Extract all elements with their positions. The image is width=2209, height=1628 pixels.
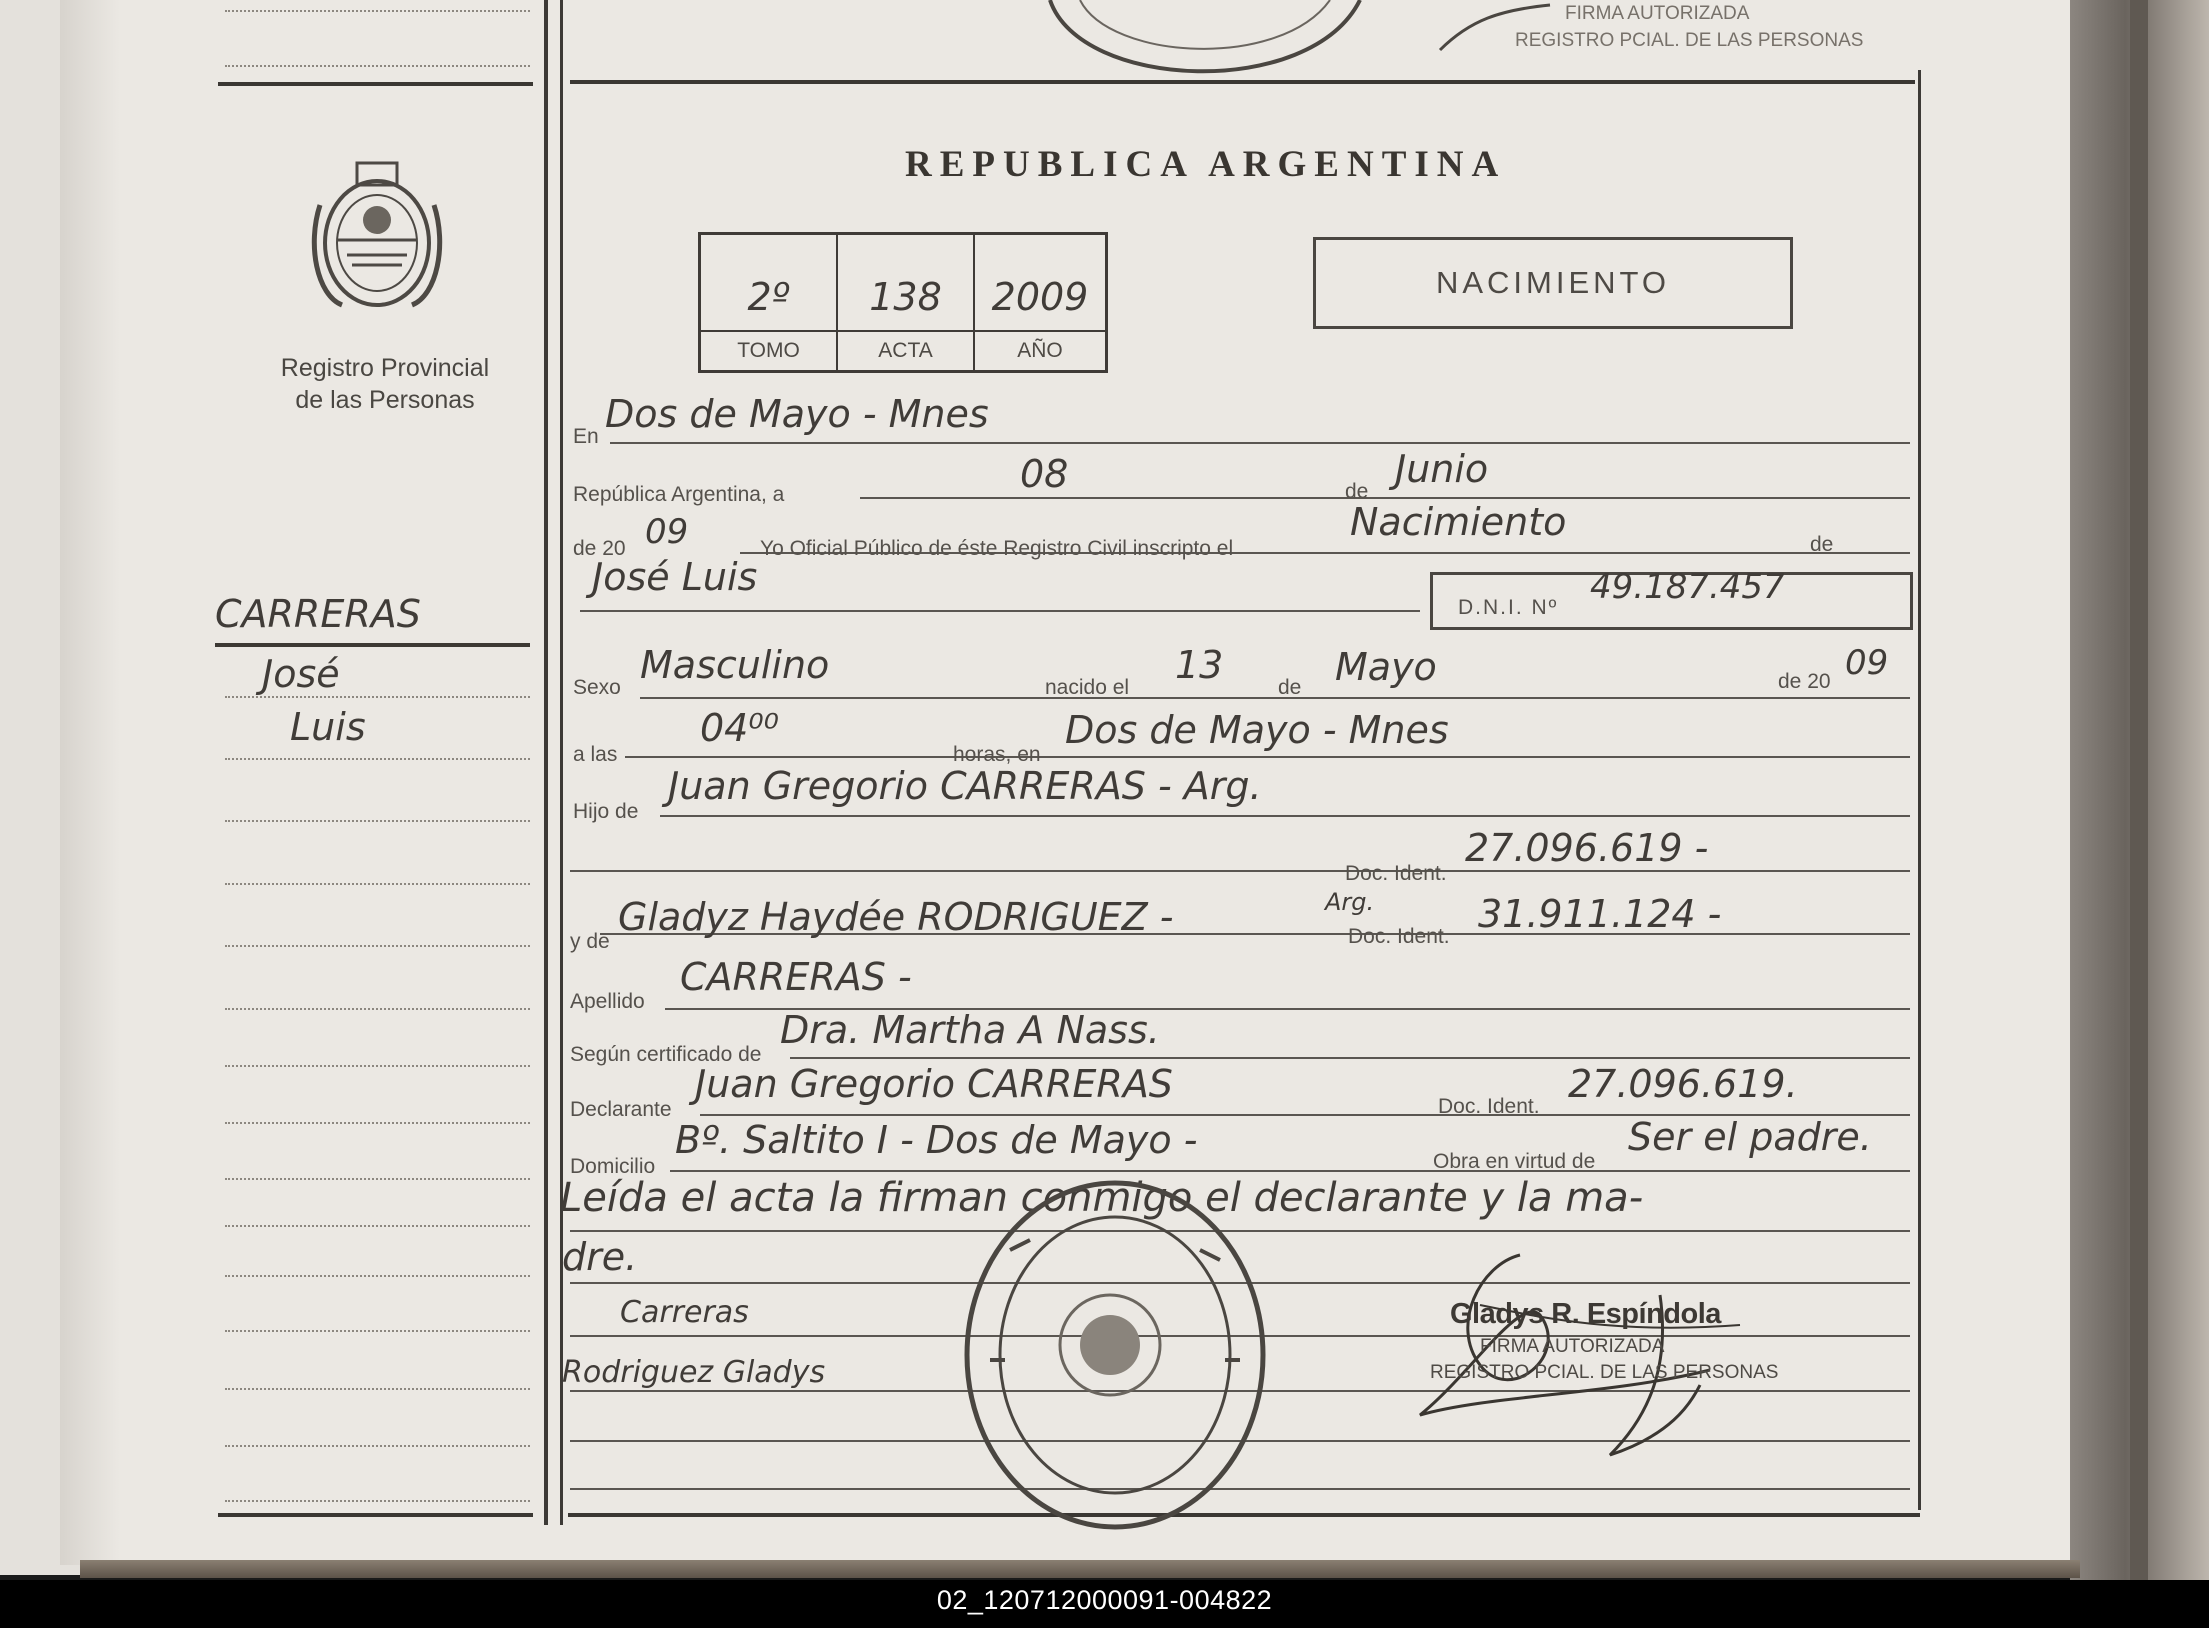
- registry-line-2: de las Personas: [295, 386, 475, 414]
- label-apellido: Apellido: [570, 990, 645, 1013]
- document-title: REPUBLICA ARGENTINA: [905, 144, 1507, 185]
- margin-bottom-rule: [218, 1513, 533, 1517]
- tomo-label: TOMO: [701, 330, 836, 370]
- value-declarante: Juan Gregorio CARRERAS: [695, 1062, 1173, 1106]
- spine-shadow: [60, 0, 120, 1565]
- label-republica: República Argentina, a: [573, 483, 785, 506]
- previous-stamp: [1040, 0, 1370, 80]
- label-domicilio: Domicilio: [570, 1155, 656, 1178]
- value-declarante-doc: 27.096.619.: [1568, 1062, 1798, 1106]
- value-sexo: Masculino: [640, 643, 830, 687]
- value-domicilio: Bº. Saltito I - Dos de Mayo -: [675, 1118, 1198, 1162]
- official-office: REGISTRO PCIAL. DE LAS PERSONAS: [1430, 1362, 1779, 1383]
- value-padre-doc: 27.096.619 -: [1465, 826, 1709, 870]
- value-firma-madre: Rodriguez Gladys: [562, 1355, 826, 1390]
- label-segun: Según certificado de: [570, 1043, 762, 1066]
- value-dia: 08: [1020, 452, 1069, 496]
- value-obra: Ser el padre.: [1628, 1115, 1872, 1159]
- label-horas: horas, en: [953, 743, 1041, 766]
- value-lugar: Dos de Mayo - Mnes: [605, 392, 989, 436]
- margin-surname: CARRERAS: [215, 592, 421, 636]
- label-doc-2: Doc. Ident.: [1348, 925, 1450, 948]
- record-type-box: NACIMIENTO: [1313, 237, 1793, 329]
- label-doc-1: Doc. Ident.: [1345, 862, 1447, 885]
- acta-cell: [838, 235, 975, 370]
- value-nacido-anio: 09: [1845, 643, 1889, 683]
- tomo-cell: [701, 235, 838, 370]
- value-nota-2: dre.: [562, 1235, 638, 1279]
- label-oficial: Yo Oficial Público de éste Registro Civil inscripto el: [760, 537, 1234, 560]
- label-de-20b: de 20: [1778, 670, 1831, 693]
- column-divider-left: [544, 0, 548, 1525]
- label-nacido: nacido el: [1045, 676, 1130, 699]
- footer-id: 02_120712000091-004822: [936, 1585, 1273, 1615]
- value-firma-declarante: Carreras: [620, 1295, 749, 1330]
- label-de-3: de: [1278, 676, 1302, 699]
- label-de-20: de 20: [573, 537, 626, 560]
- column-divider-left-inner: [560, 0, 563, 1525]
- acta-label: ACTA: [838, 330, 973, 370]
- value-dni: 49.187.457: [1590, 567, 1785, 607]
- value-madre: Gladyz Haydée RODRIGUEZ -: [618, 895, 1174, 939]
- label-obra: Obra en virtud de: [1433, 1150, 1596, 1173]
- page-bottom-edge: [80, 1560, 2080, 1578]
- value-lugar-nacimiento: Dos de Mayo - Mnes: [1065, 708, 1449, 752]
- label-hijo: Hijo de: [573, 800, 639, 823]
- margin-top-rule: [218, 82, 533, 86]
- value-madre-nacionalidad: Arg.: [1325, 888, 1375, 916]
- value-padre: Juan Gregorio CARRERAS - Arg.: [668, 764, 1262, 808]
- value-nota-1: Leída el acta la firman conmigo el declarante y la ma-: [560, 1175, 1644, 1221]
- label-y-de: y de: [570, 930, 610, 953]
- label-dni: D.N.I. Nº: [1458, 596, 1559, 619]
- record-number-table: [698, 232, 1108, 373]
- previous-stamp-office: REGISTRO PCIAL. DE LAS PERSONAS: [1515, 30, 1864, 51]
- value-mes: Junio: [1395, 447, 1489, 491]
- provincial-seal-icon: [302, 155, 452, 325]
- official-name: Gladys R. Espíndola: [1450, 1298, 1721, 1330]
- label-declarante: Declarante: [570, 1098, 672, 1121]
- registry-label: [240, 352, 530, 416]
- value-inscripto: Nacimiento: [1350, 500, 1567, 544]
- book-cover: [2070, 0, 2209, 1580]
- main-top-rule: [570, 80, 1915, 84]
- acta-value: 138: [869, 275, 942, 319]
- label-sexo: Sexo: [573, 676, 621, 699]
- anio-label: AÑO: [975, 330, 1105, 370]
- value-anio-inscripcion: 09: [645, 512, 689, 552]
- value-nombre: José Luis: [592, 555, 758, 599]
- official-stamp-icon: [950, 1170, 1280, 1540]
- value-nacido-mes: Mayo: [1335, 645, 1437, 689]
- label-doc-3: Doc. Ident.: [1438, 1095, 1540, 1118]
- label-de-2: de: [1810, 533, 1834, 556]
- registry-line-1: Registro Provincial: [280, 354, 490, 382]
- label-en: En: [573, 425, 599, 448]
- label-a-las: a las: [573, 743, 618, 766]
- value-nacido-dia: 13: [1175, 643, 1224, 687]
- value-hora: 04⁰⁰: [700, 706, 779, 750]
- previous-stamp-role: FIRMA AUTORIZADA: [1565, 3, 1750, 24]
- value-certificado: Dra. Martha A Nass.: [780, 1008, 1160, 1052]
- margin-given-2: Luis: [290, 705, 366, 749]
- anio-cell: [975, 235, 1105, 370]
- value-apellido: CARRERAS -: [680, 955, 912, 999]
- tomo-value: 2º: [747, 275, 790, 319]
- label-de: de: [1345, 480, 1369, 503]
- column-divider-right: [1918, 70, 1921, 1510]
- value-madre-doc: 31.911.124 -: [1478, 892, 1722, 936]
- official-role: FIRMA AUTORIZADA: [1480, 1336, 1665, 1357]
- anio-value: 2009: [991, 275, 1089, 319]
- margin-given-1: José: [262, 652, 340, 696]
